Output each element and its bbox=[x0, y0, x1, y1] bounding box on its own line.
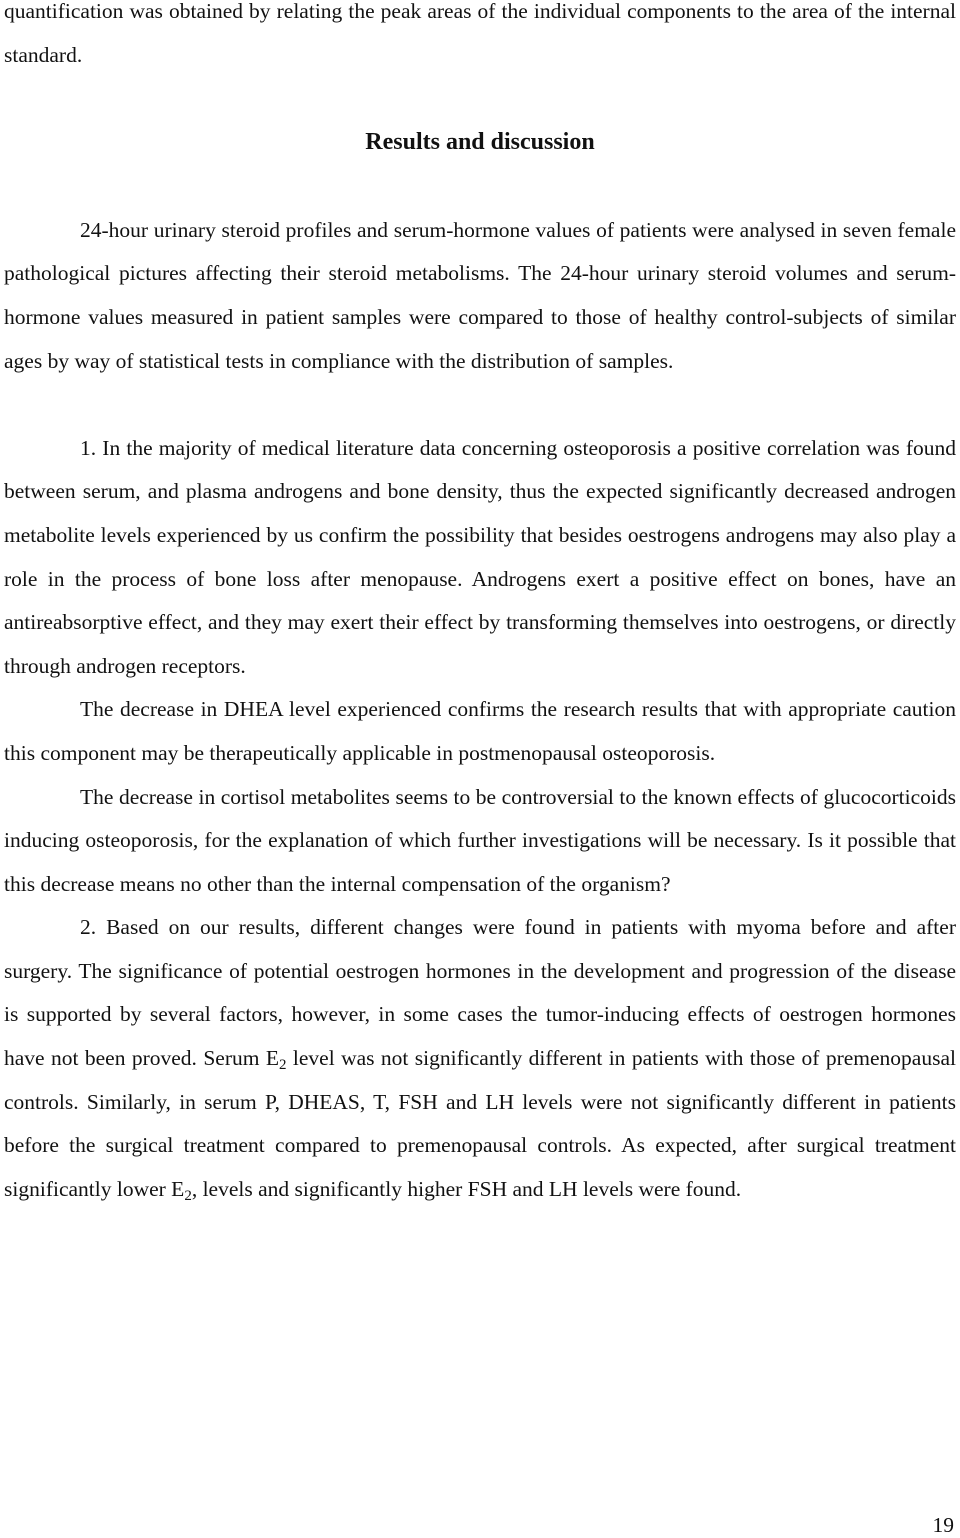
section-heading: Results and discussion bbox=[365, 129, 595, 156]
cortisol-paragraph: The decrease in cortisol metabolites seems to be controversial to the known effects of glucocorticoids inducing osteoporosis, for the explanation of which further investigations will be necessary. Is it possible that this decrease means no other than the internal compensation of the organism? bbox=[4, 784, 956, 896]
osteoporosis-paragraph: 1. In the majority of medical literature data concerning osteoporosis a positive correlation was found between serum, and plasma androgens and bone density, thus the expected significantly decreased androgen metabolite levels experienced by us confirm the possibility that besides oestrogens androgens may also play a role in the process of bone loss after menopause. Androgens exert a positive effect on bones, have an antireabsorptive effect, and they may exert their effect by transforming themselves into oestrogens, or directly through androgen receptors. bbox=[4, 435, 956, 678]
myoma-text-c: , levels and significantly higher FSH and LH levels were found. bbox=[191, 1176, 742, 1201]
myoma-text-b: level was not significantly different in patients with those of premenopausal controls. Similarly, in serum P, DHEAS, T, FSH and LH levels were not significantly different in patients before the surgical treatment compared to premenopausal controls. As expected, after surgical treatment significantly lower E bbox=[4, 1046, 956, 1201]
intro-tail-paragraph: quantification was obtained by relating the peak areas of the individual components to the area of the internal standard. bbox=[4, 0, 956, 67]
page-number: 19 bbox=[932, 1513, 954, 1537]
e2-subscript: 2 bbox=[279, 1057, 287, 1074]
document-page bbox=[4, 0, 956, 1211]
myoma-text-a: 2. Based on our results, different changes were found in patients with myoma before and after surgery. The significance of potential oestrogen hormones in the development and progression of the disease is supported by several factors, however, in some cases the tumor-inducing effects of oestrogen hormones have not been proved. Serum E bbox=[4, 915, 956, 1071]
e2-subscript: 2 bbox=[184, 1187, 192, 1204]
overview-paragraph: 24-hour urinary steroid profiles and serum-hormone values of patients were analysed in seven female pathological pictures affecting their steroid metabolisms. The 24-hour urinary steroid volumes and serum-hormone values measured in patient samples were compared to those of healthy control-subjects of similar ages by way of statistical tests in compliance with the distribution of samples. bbox=[4, 217, 956, 373]
dhea-paragraph: The decrease in DHEA level experienced confirms the research results that with appropriate caution this component may be therapeutically applicable in postmenopausal osteoporosis. bbox=[4, 697, 956, 765]
myoma-paragraph bbox=[4, 906, 956, 1211]
